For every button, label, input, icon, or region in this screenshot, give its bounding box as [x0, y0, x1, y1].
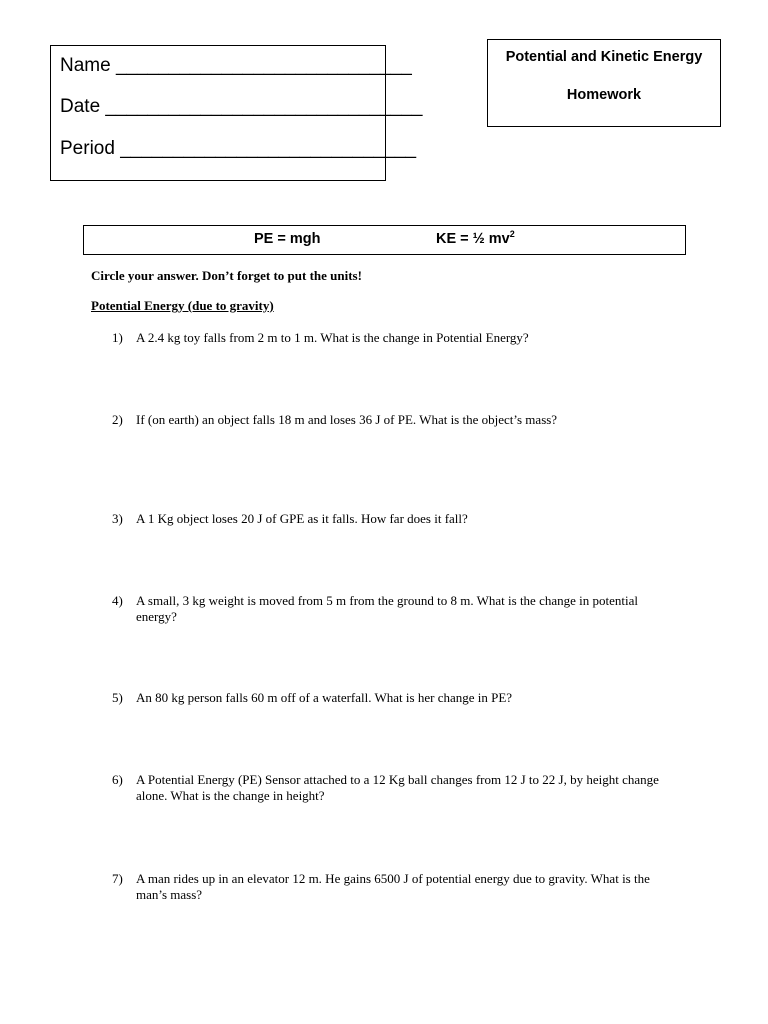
question-number: 5)	[112, 690, 123, 705]
student-info-box	[50, 45, 423, 181]
instructions: Circle your answer. Don’t forget to put the units!	[91, 268, 362, 283]
question-number: 7)	[112, 871, 123, 886]
ke-formula-base: KE = ½ mv	[436, 231, 510, 247]
formula-box	[83, 225, 686, 255]
section-title: Potential Energy (due to gravity)	[91, 298, 274, 313]
period-label: Period ____________________________	[60, 138, 417, 159]
question-number: 4)	[112, 593, 123, 608]
date-line	[60, 97, 422, 116]
ke-formula	[436, 231, 515, 247]
question-number: 1)	[112, 330, 123, 345]
worksheet-title: Potential and Kinetic Energy	[505, 49, 703, 65]
question-number: 6)	[112, 772, 123, 787]
question-text: A small, 3 kg weight is moved from 5 m from the ground to 8 m. What is the change in potential energy?	[136, 593, 638, 624]
date-label: Date ______________________________	[60, 96, 423, 117]
title-box	[487, 39, 721, 127]
question-text: A man rides up in an elevator 12 m. He gains 6500 J of potential energy due to gravity. What is the man’s mass?	[136, 871, 650, 902]
question-text: An 80 kg person falls 60 m off of a waterfall. What is her change in PE?	[136, 690, 513, 705]
question-number: 2)	[112, 412, 123, 427]
name-label: Name ____________________________	[60, 55, 412, 76]
question-text: A 1 Kg object loses 20 J of GPE as it falls. How far does it fall?	[136, 511, 468, 526]
question-text: If (on earth) an object falls 18 m and loses 36 J of PE. What is the object’s mass?	[136, 412, 558, 427]
period-line	[60, 139, 416, 158]
question-text: A Potential Energy (PE) Sensor attached to a 12 Kg ball changes from 12 J to 22 J, by height change alone. What is the change in height?	[136, 772, 659, 803]
worksheet-subtitle: Homework	[566, 87, 642, 103]
pe-formula: PE = mgh	[254, 231, 321, 247]
question-number: 3)	[112, 511, 123, 526]
name-line	[60, 56, 412, 75]
question-text: A 2.4 kg toy falls from 2 m to 1 m. What is the change in Potential Energy?	[136, 330, 529, 345]
ke-formula-exponent: 2	[509, 229, 515, 239]
